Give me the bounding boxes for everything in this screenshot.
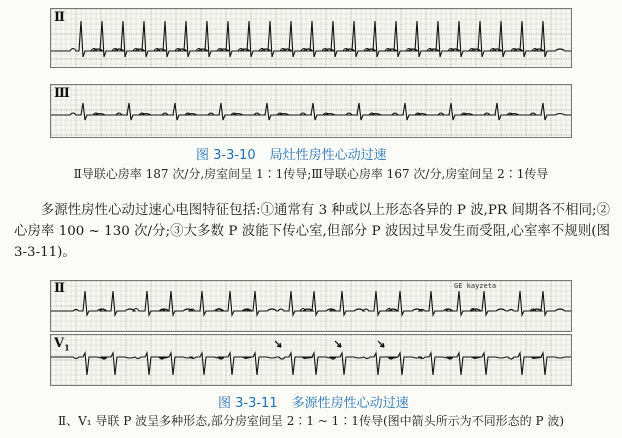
figure2-caption-title [218,392,409,411]
paragraph-text: 多源性房性心动过速心电图特征包括:①通常有 3 种或以上形态各异的 P 波,PR 间期各不相同;②心房率 100 ~ 130 次/分;③大多数 P 波能下传心室,但部分 P 波因过早发生而受阻,心室率不规则(图 3-3-11)。 [14,203,610,260]
lead-label-v1-main: V [54,336,65,351]
figure2-title: 多源性房性心动过速 [291,396,409,411]
device-stamp: GE kayzeta [454,282,497,290]
body-paragraph [14,200,610,263]
lead-label-iii: Ⅲ [54,86,70,101]
lead-label-v1-sub: 1 [64,342,70,353]
figure2-caption-detail: Ⅱ、V₁ 导联 P 波呈多种形态,部分房室间呈 2∶1 ~ 1∶1传导(图中箭头所示为不同形态的 P 波) [57,414,565,428]
ecg-strip-lead-ii [50,8,572,68]
lead-label-ii: Ⅱ [54,10,65,25]
figure-caption-title [196,144,387,163]
figure-number: 图 3-3-10 [196,148,256,163]
ecg-strip-lead-iii [50,84,572,138]
figure-title: 局灶性房性心动过速 [269,148,387,163]
ecg-strip-lead-v1 [50,334,572,386]
figure-caption-detail: Ⅱ导联心房率 187 次/分,房室间呈 1∶1传导;Ⅲ导联心房率 167 次/分,房室间呈 2∶1传导 [73,167,549,181]
lead-label-ii-mat: Ⅱ [54,281,65,296]
lead-label-v1 [54,336,70,353]
figure2-number: 图 3-3-11 [218,396,278,411]
